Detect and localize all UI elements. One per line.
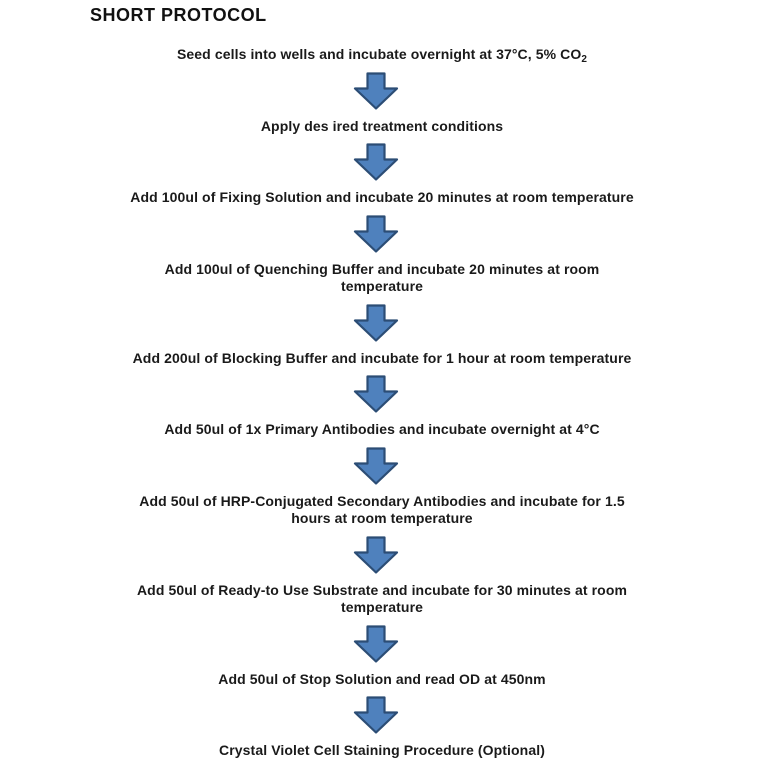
step-text: Apply des ired treatment conditions	[260, 117, 504, 134]
protocol-step-10	[219, 742, 545, 760]
step-text: Add 50ul of Ready-to Use Substrate and incubate for 30 minutes at room	[136, 581, 628, 598]
step-text: Add 100ul of Fixing Solution and incubate 20 minutes at room temperature	[130, 189, 634, 205]
protocol-step-7	[139, 493, 624, 528]
down-arrow-shape	[355, 377, 397, 412]
page-title: SHORT PROTOCOL	[90, 5, 267, 25]
down-arrow-icon	[353, 304, 399, 342]
protocol-step-8	[137, 582, 627, 617]
step-text: temperature	[340, 278, 424, 294]
down-arrow-icon	[353, 536, 399, 574]
down-arrow-shape	[355, 448, 397, 483]
protocol-step-4	[165, 261, 600, 296]
down-arrow-shape	[355, 537, 397, 572]
down-arrow-icon	[353, 625, 399, 663]
protocol-step-6	[164, 421, 599, 439]
down-arrow-shape	[355, 216, 397, 251]
protocol-flowchart	[0, 46, 764, 760]
down-arrow-icon	[353, 696, 399, 734]
step-text: Add 50ul of HRP-Conjugated Secondary Antibodies and incubate for 1.5	[139, 492, 625, 509]
down-arrow-shape	[355, 145, 397, 180]
down-arrow-icon	[353, 215, 399, 253]
down-arrow-icon	[353, 143, 399, 181]
down-arrow-shape	[355, 626, 397, 661]
step-text: temperature	[340, 599, 424, 615]
down-arrow-shape	[355, 305, 397, 340]
protocol-step-2	[261, 118, 503, 136]
step-text: Add 50ul of Stop Solution and read OD at 450nm	[218, 670, 546, 687]
protocol-step-3	[130, 189, 634, 207]
step-text: Add 100ul of Quenching Buffer and incubate 20 minutes at room	[164, 260, 600, 277]
down-arrow-icon	[353, 447, 399, 485]
protocol-step-9	[218, 671, 545, 689]
protocol-step-1	[177, 46, 587, 64]
down-arrow-shape	[355, 698, 397, 733]
step-text: Add 50ul of 1x Primary Antibodies and incubate overnight at 4°C	[164, 421, 600, 437]
down-arrow-icon	[353, 72, 399, 110]
step-text: Add 200ul of Blocking Buffer and incubate for 1 hour at room temperature	[132, 349, 632, 366]
co2-subscript: 2	[581, 54, 588, 65]
step-text: Seed cells into wells and incubate overnight at 37°C, 5% $CO_2$	[176, 46, 588, 65]
step-text: Crystal Violet Cell Staining Procedure (Optional)	[219, 742, 545, 758]
protocol-step-5	[133, 350, 632, 368]
down-arrow-shape	[355, 73, 397, 108]
down-arrow-icon	[353, 375, 399, 413]
step-text: hours at room temperature	[291, 510, 473, 526]
